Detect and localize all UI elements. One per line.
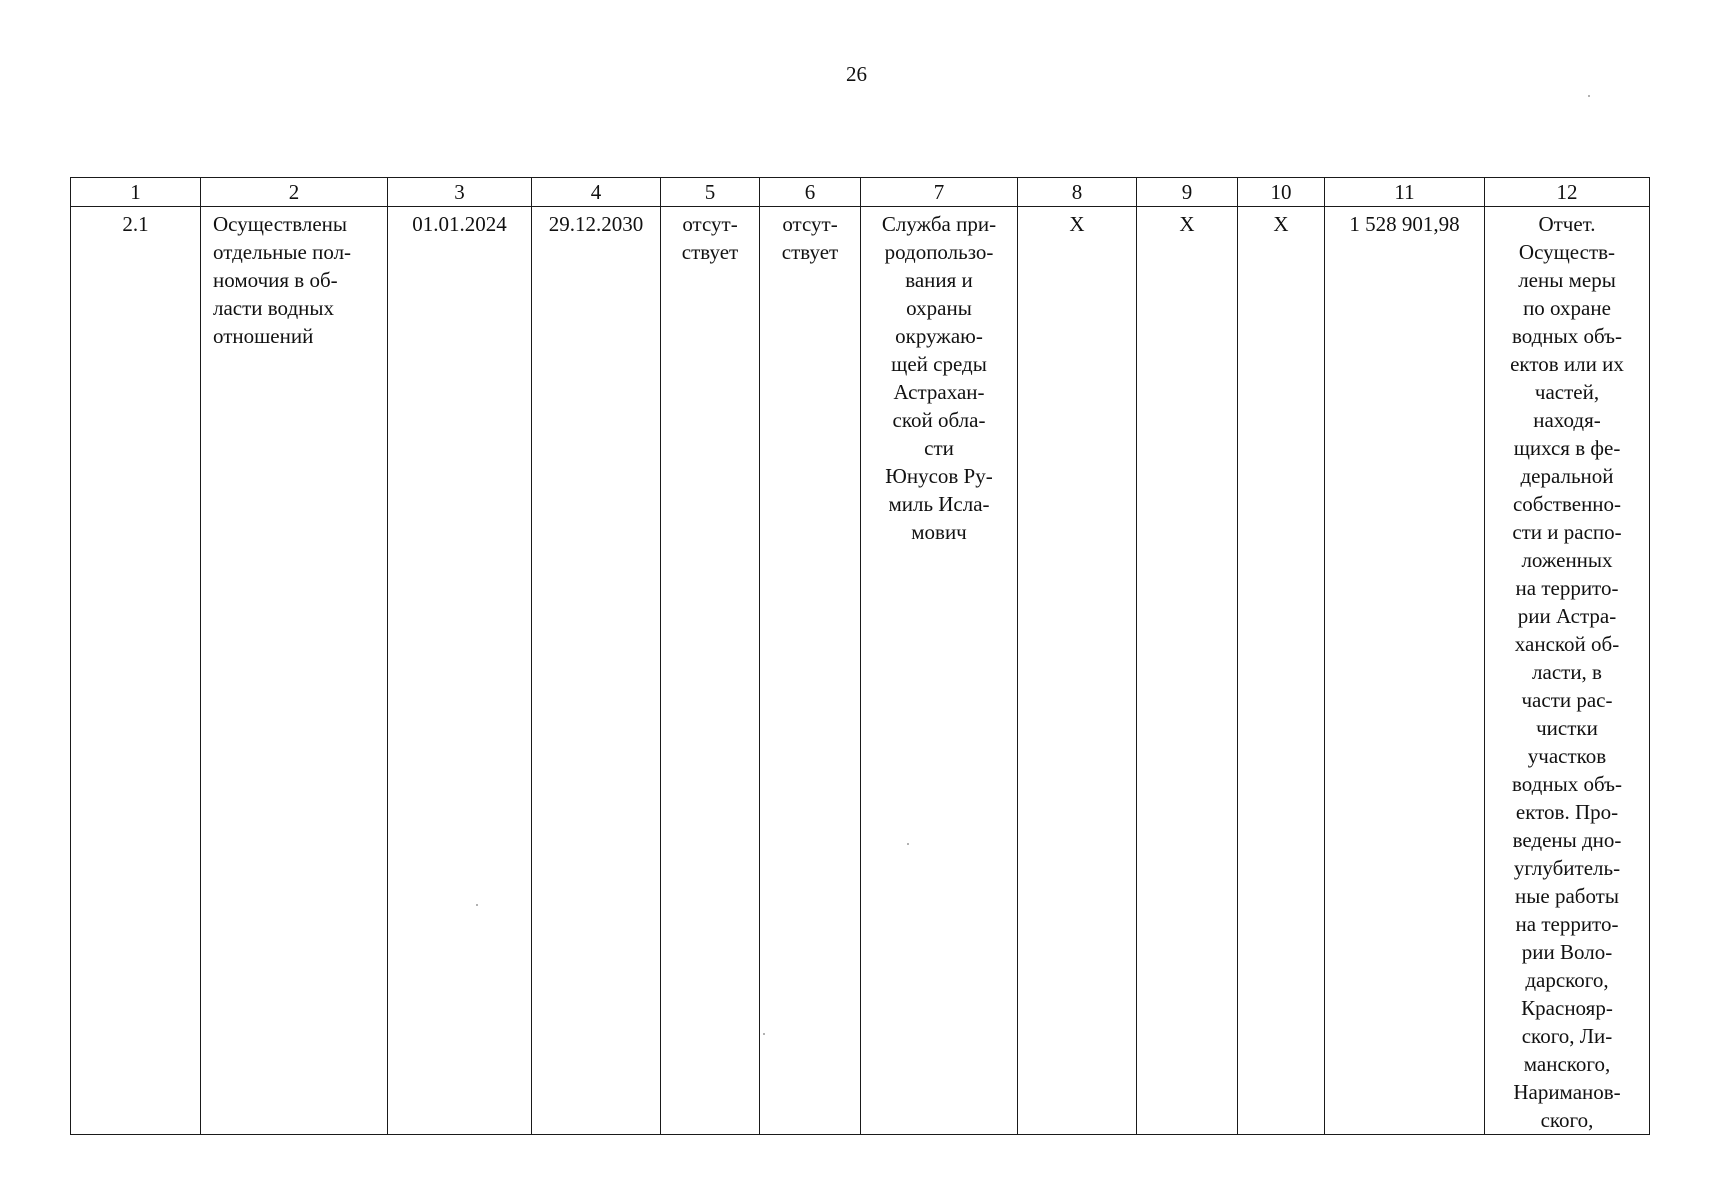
scan-speck: [907, 843, 909, 845]
column-number-12: 12: [1485, 178, 1650, 207]
row-name: Осуществлены отдельные пол- номочия в об- ласти водных отношений: [201, 207, 388, 1135]
row-start-date: 01.01.2024: [388, 207, 532, 1135]
column-number-10: 10: [1238, 178, 1325, 207]
row-amount: 1 528 901,98: [1325, 207, 1485, 1135]
row-result: Отчет. Осуществ- лены меры по охране водных объ- ектов или их частей, находя- щихся в фе- деральной собственно- сти и распо- ложенных на террито- рии Астра- ханской об- ласти, в части рас- чистки участков водных объ- ектов. Про- ведены дно- углубитель- ные работы на террито- рии Воло- дарского, Краснояр- ского, Ли- манского, Нариманов- ского,: [1485, 207, 1650, 1135]
row-end-date: 29.12.2030: [532, 207, 661, 1135]
row-col6: отсут- ствует: [760, 207, 861, 1135]
column-number-6: 6: [760, 178, 861, 207]
table-header-row: [71, 178, 1650, 207]
row-col10: X: [1238, 207, 1325, 1135]
column-number-3: 3: [388, 178, 532, 207]
column-number-7: 7: [861, 178, 1018, 207]
table-row: [71, 207, 1650, 1135]
row-col8: X: [1018, 207, 1137, 1135]
row-col5: отсут- ствует: [661, 207, 760, 1135]
scan-speck: [763, 1033, 765, 1035]
column-number-1: 1: [71, 178, 201, 207]
scan-speck: [1588, 95, 1590, 97]
scan-speck: [476, 904, 478, 906]
column-number-9: 9: [1137, 178, 1238, 207]
row-code: 2.1: [71, 207, 201, 1135]
row-responsible: Служба при- родопользо- вания и охраны окружаю- щей среды Астрахан- ской обла- сти Юнусов Ру- миль Исла- мович: [861, 207, 1018, 1135]
column-number-11: 11: [1325, 178, 1485, 207]
column-number-5: 5: [661, 178, 760, 207]
column-number-4: 4: [532, 178, 661, 207]
report-table: [70, 177, 1650, 1135]
column-number-2: 2: [201, 178, 388, 207]
row-col9: X: [1137, 207, 1238, 1135]
column-number-8: 8: [1018, 178, 1137, 207]
page-number: 26: [846, 62, 867, 86]
